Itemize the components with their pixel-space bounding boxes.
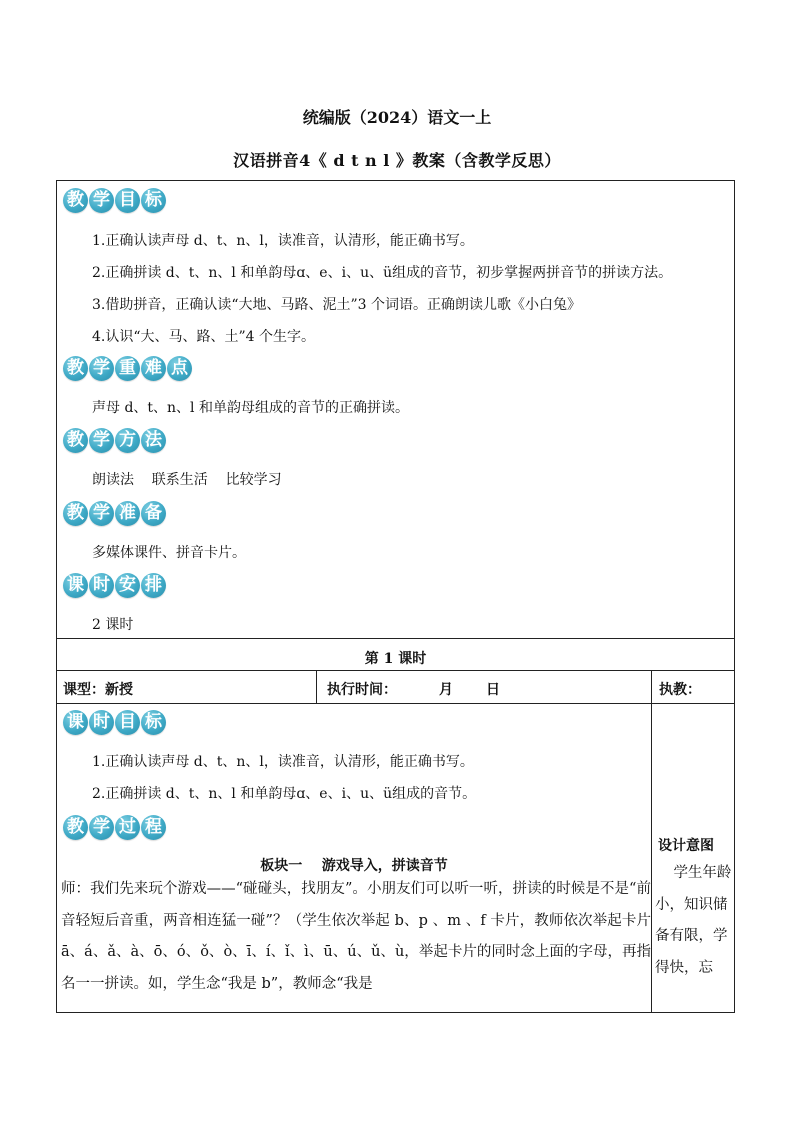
row-divider [57, 638, 734, 639]
schedule-text: 2 课时 [92, 617, 134, 633]
lesson-plan-table [56, 180, 735, 1013]
lesson-goal-item: 1.正确认读声母 d、t、n、l，读准音，认清形，能正确书写。 [92, 754, 474, 770]
heading-char: 准 [115, 501, 140, 526]
methods-heading [63, 428, 166, 454]
heading-char: 教 [63, 188, 88, 213]
document-subtitle: 汉语拼音4《 d t n l 》教案（含教学反思） [233, 151, 561, 170]
heading-char: 目 [115, 188, 140, 213]
lesson-goals-heading [63, 710, 166, 736]
heading-char: 难 [141, 356, 166, 381]
teacher-label: 执教： [659, 682, 701, 698]
objectives-heading [63, 188, 166, 214]
heading-char: 排 [141, 573, 166, 598]
row-divider [57, 703, 734, 704]
heading-char: 学 [89, 501, 114, 526]
objective-item: 1.正确认读声母 d、t、n、l，读准音，认清形，能正确书写。 [92, 233, 474, 249]
methods-text: 朗读法 联系生活 比较学习 [92, 472, 282, 488]
preparation-text: 多媒体课件、拼音卡片。 [92, 545, 246, 561]
heading-char: 方 [115, 428, 140, 453]
row-divider [57, 670, 734, 671]
heading-char: 学 [89, 815, 114, 840]
objective-item: 2.正确拼读 d、t、n、l 和单韵母ɑ、e、i、u、ü组成的音节，初步掌握两拼音节的拼读方法。 [92, 265, 673, 281]
process-paragraph: 师：我们先来玩个游戏——“碰碰头，找朋友”。小朋友们可以听一听，拼读的时候是不是“前音轻短后音重，两音相连猛一碰”？（学生依次举起 b、p 、m 、f 卡片，教师依次举起卡片ā、á、ǎ、à、ō、ó、ǒ、ò、ī、í、ǐ、ì、ū、ú、ǔ、ù，举起卡片的同时念上面的字母，再指名一一拼读。如，学生念“我是 b”，教师念“我是 [61, 881, 651, 992]
objective-item: 3.借助拼音，正确认读“大地、马路、泥土”3 个词语。正确朗读儿歌《小白兔》 [92, 297, 582, 313]
heading-char: 课 [63, 573, 88, 598]
execution-time-label: 执行时间： [327, 682, 397, 698]
column-divider [651, 703, 652, 1013]
heading-char: 备 [141, 501, 166, 526]
lesson-type: 课型：新授 [63, 682, 133, 698]
heading-char: 教 [63, 356, 88, 381]
heading-char: 点 [167, 356, 192, 381]
block-title: 板块一 游戏导入，拼读音节 [260, 858, 448, 874]
design-intent-title: 设计意图 [658, 838, 714, 854]
heading-char: 教 [63, 428, 88, 453]
key-points-heading [63, 356, 192, 382]
heading-char: 法 [141, 428, 166, 453]
key-points-text: 声母 d、t、n、l 和单韵母组成的音节的正确拼读。 [92, 400, 409, 416]
heading-char: 时 [89, 573, 114, 598]
objective-item: 4.认识“大、马、路、土”4 个生字。 [92, 329, 316, 345]
heading-char: 重 [115, 356, 140, 381]
document-title: 统编版（2024）语文一上 [302, 108, 492, 127]
lesson-title: 第 1 课时 [364, 651, 427, 667]
heading-char: 学 [89, 356, 114, 381]
heading-char: 目 [115, 710, 140, 735]
heading-char: 学 [89, 428, 114, 453]
process-heading [63, 815, 166, 841]
heading-char: 学 [89, 188, 114, 213]
heading-char: 程 [141, 815, 166, 840]
lesson-goal-item: 2.正确拼读 d、t、n、l 和单韵母ɑ、e、i、u、ü组成的音节。 [92, 786, 477, 802]
column-divider [316, 670, 317, 703]
heading-char: 时 [89, 710, 114, 735]
schedule-heading [63, 573, 166, 599]
heading-char: 教 [63, 815, 88, 840]
preparation-heading [63, 501, 166, 527]
heading-char: 课 [63, 710, 88, 735]
heading-char: 教 [63, 501, 88, 526]
design-intent-text: 学生年龄小，知识储备有限，学得快，忘 [655, 865, 732, 976]
heading-char: 安 [115, 573, 140, 598]
heading-char: 过 [115, 815, 140, 840]
heading-char: 标 [141, 710, 166, 735]
column-divider [651, 670, 652, 703]
month-label: 月 [439, 682, 453, 698]
day-label: 日 [486, 682, 500, 698]
heading-char: 标 [141, 188, 166, 213]
